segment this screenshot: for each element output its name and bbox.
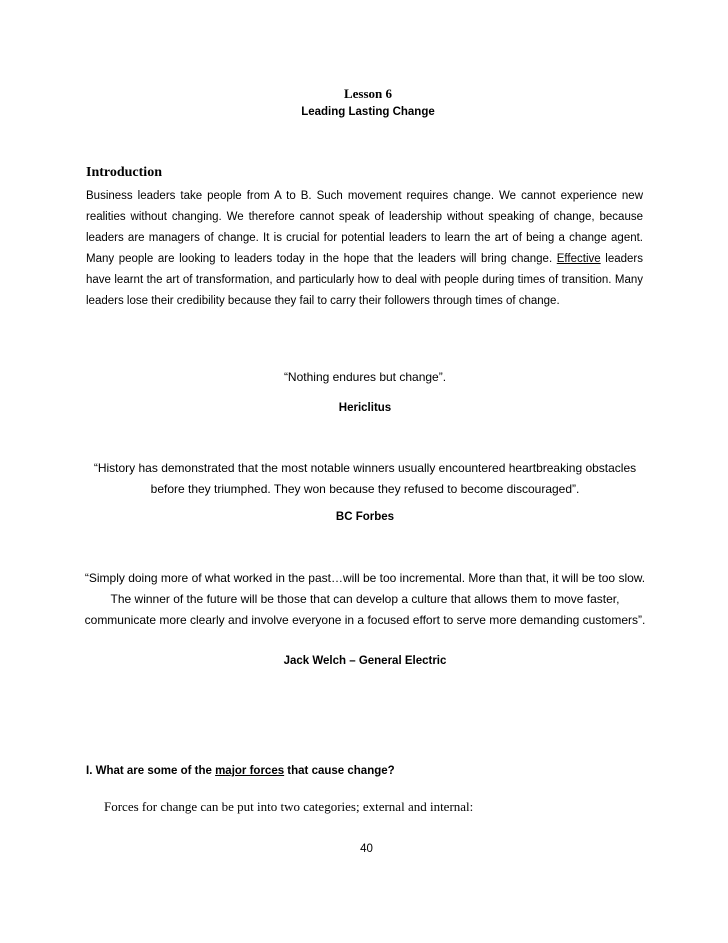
introduction-paragraph <box>86 186 643 312</box>
quote-1-text: “Nothing endures but change”. <box>283 370 447 384</box>
quote-3-text: “Simply doing more of what worked in the past…will be too incremental. More than that, it will be too slow. The winner of the future will be those that can develop a culture that allows them to move faster, communicate more clearly and involve everyone in a focused effort to serve more demanding customers”. <box>84 571 646 627</box>
quote-1-author: Hericlitus <box>338 402 392 414</box>
question-prefix: I. What are some of the <box>86 765 216 777</box>
lesson-title: Leading Lasting Change <box>301 106 435 118</box>
intro-text-part2: leaders have learnt the art of transformation, and particularly how to deal with people during times of transition. Many leaders lose their credibility because they fail to carry their followers through times of change. <box>86 253 643 307</box>
lesson-number: Lesson 6 <box>343 86 393 101</box>
question-underlined: major forces <box>215 765 285 777</box>
question-suffix: that cause change? <box>284 765 395 777</box>
quote-2-text: “History has demonstrated that the most notable winners usually encountered heartbreaking obstacles before they triumphed. They won because they refused to become discouraged”. <box>93 461 637 496</box>
quote-3-author: Jack Welch – General Electric <box>283 655 447 667</box>
forces-text: Forces for change can be put into two categories; external and internal: <box>104 799 474 814</box>
intro-text-part1: Business leaders take people from A to B. Such movement requires change. We cannot experience new realities without changing. We therefore cannot speak of leadership without speaking of change, because leaders are managers of change. It is crucial for potential leaders to learn the art of being a change agent. Many people are looking to leaders today in the hope that the leaders will bring change. <box>86 190 643 265</box>
page-number: 40 <box>360 843 373 855</box>
intro-underlined-word: Effective <box>556 253 601 265</box>
introduction-heading: Introduction <box>86 165 162 180</box>
question-heading <box>86 765 395 777</box>
quote-2-author: BC Forbes <box>335 511 395 523</box>
